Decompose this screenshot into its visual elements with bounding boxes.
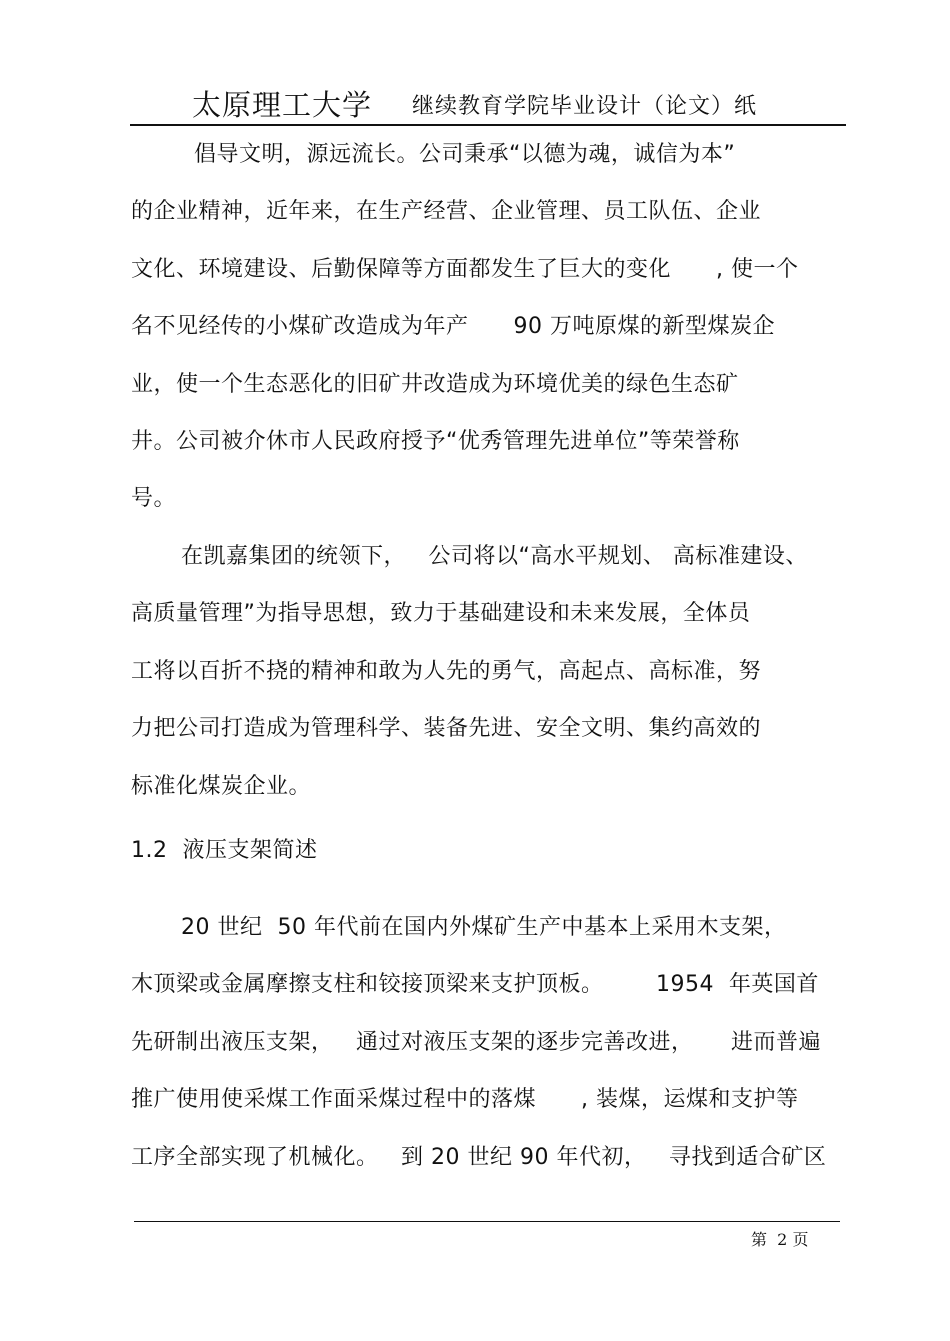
header-subtitle: 继续教育学院毕业设计（论文）纸 [412, 94, 758, 119]
text-line: 业，使一个生态恶化的旧矿井改造成为环境优美的绿色生态矿 [131, 372, 739, 397]
text-line: 的企业精神，近年来，在生产经营、企业管理、员工队伍、企业 [131, 199, 762, 224]
text-line: 木顶梁或金属摩擦支柱和铰接顶梁来支护顶板。 1954 年英国首 [131, 972, 819, 997]
text-line: 标准化煤炭企业。 [131, 774, 312, 799]
section-heading: 1.2 液压支架简述 [131, 838, 318, 863]
text-line: 先研制出液压支架， 通过对液压支架的逐步完善改进， 进而普遍 [131, 1030, 821, 1055]
text-line: 工序全部实现了机械化。 到 20 世纪 90 年代初， 寻找到适合矿区 [131, 1145, 827, 1170]
text-line: 号。 [131, 486, 177, 511]
page-number: 第 2 页 [751, 1230, 809, 1249]
footer-rule [134, 1221, 840, 1222]
text-line: 文化、环境建设、后勤保障等方面都发生了巨大的变化 , 使一个 [131, 257, 799, 282]
text-line: 20 世纪 50 年代前在国内外煤矿生产中基本上采用木支架， [181, 915, 787, 940]
university-name: 太原理工大学 [192, 88, 373, 122]
text-line: 工将以百折不挠的精神和敢为人先的勇气，高起点、高标准，努 [131, 659, 762, 684]
text-line: 名不见经传的小煤矿改造成为年产 90 万吨原煤的新型煤炭企 [131, 314, 775, 339]
text-line: 力把公司打造成为管理科学、装备先进、安全文明、集约高效的 [131, 716, 762, 741]
page-header [130, 88, 846, 126]
text-line: 在凯嘉集团的统领下， 公司将以“高水平规划、 高标准建设、 [181, 544, 808, 569]
text-line: 井。公司被介休市人民政府授予“优秀管理先进单位”等荣誉称 [131, 429, 740, 454]
text-line: 推广使用使采煤工作面采煤过程中的落煤 , 装煤，运煤和支护等 [131, 1087, 799, 1112]
text-line: 倡导文明，源远流长。公司秉承“以德为魂，诚信为本” [194, 142, 736, 167]
text-line: 高质量管理”为指导思想，致力于基础建设和未来发展，全体员 [131, 601, 751, 626]
